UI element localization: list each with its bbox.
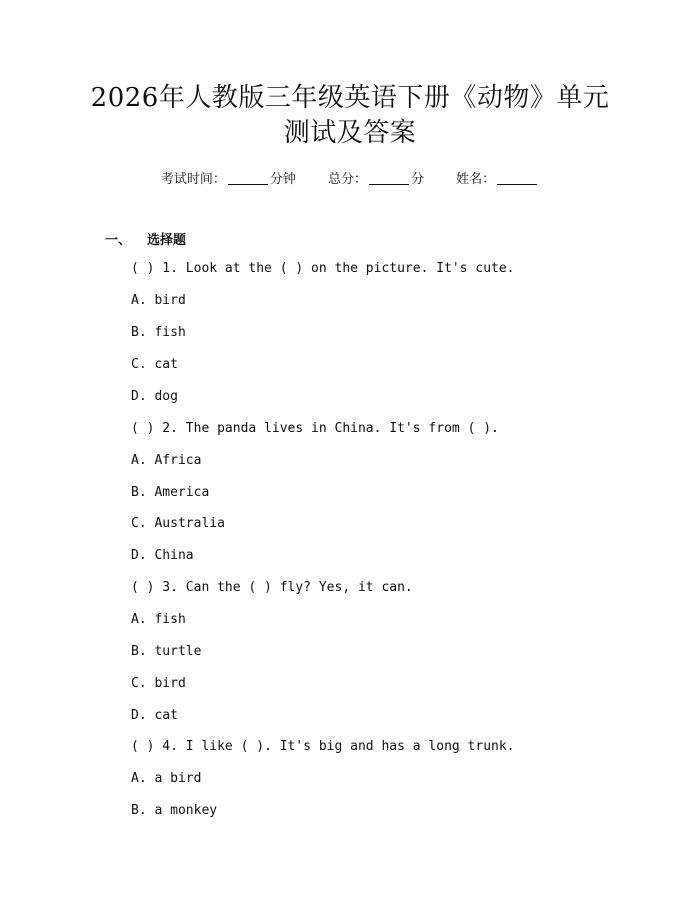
q1-option-a: A. bird [131,293,186,308]
section-heading [105,229,186,248]
student-name [456,168,539,187]
q3-option-c: C. bird [131,676,186,691]
question-2: ( ) 2. The panda lives in China. It's from ( ). [131,421,499,436]
student-name-label: 姓名： [456,172,496,187]
q2-option-c: C. Australia [131,516,225,531]
total-score-unit: 分 [411,172,425,187]
q2-option-a: A. Africa [131,453,202,468]
section-title: 选择题 [147,233,187,248]
q1-option-b: B. fish [131,325,186,340]
exam-meta [0,168,700,187]
section-number: 一、 [105,233,132,248]
q3-option-b: B. turtle [131,644,202,659]
q2-option-d: D. China [131,548,194,563]
student-name-blank [497,172,537,185]
exam-time-label: 考试时间： [160,172,226,187]
exam-time [161,168,296,187]
total-score-blank [369,172,409,185]
q1-option-c: C. cat [131,357,178,372]
question-3: ( ) 3. Can the ( ) fly? Yes, it can. [131,580,413,595]
q4-option-a: A. a bird [131,771,202,786]
q3-option-a: A. fish [131,612,186,627]
exam-time-unit: 分钟 [269,172,296,187]
q4-option-b: B. a monkey [131,803,218,818]
q3-option-d: D. cat [131,708,178,723]
question-1: ( ) 1. Look at the ( ) on the picture. It's cute. [131,261,515,276]
total-score-label: 总分： [327,172,367,187]
title-line-1: 2026年人教版三年级英语下册《动物》单元 [90,83,610,113]
q2-option-b: B. America [131,485,210,500]
title-line-2: 测试及答案 [283,118,417,148]
question-4: ( ) 4. I like ( ). It's big and has a long trunk. [131,739,515,754]
q1-option-d: D. dog [131,389,178,404]
total-score [328,168,424,187]
exam-time-blank [228,172,268,185]
